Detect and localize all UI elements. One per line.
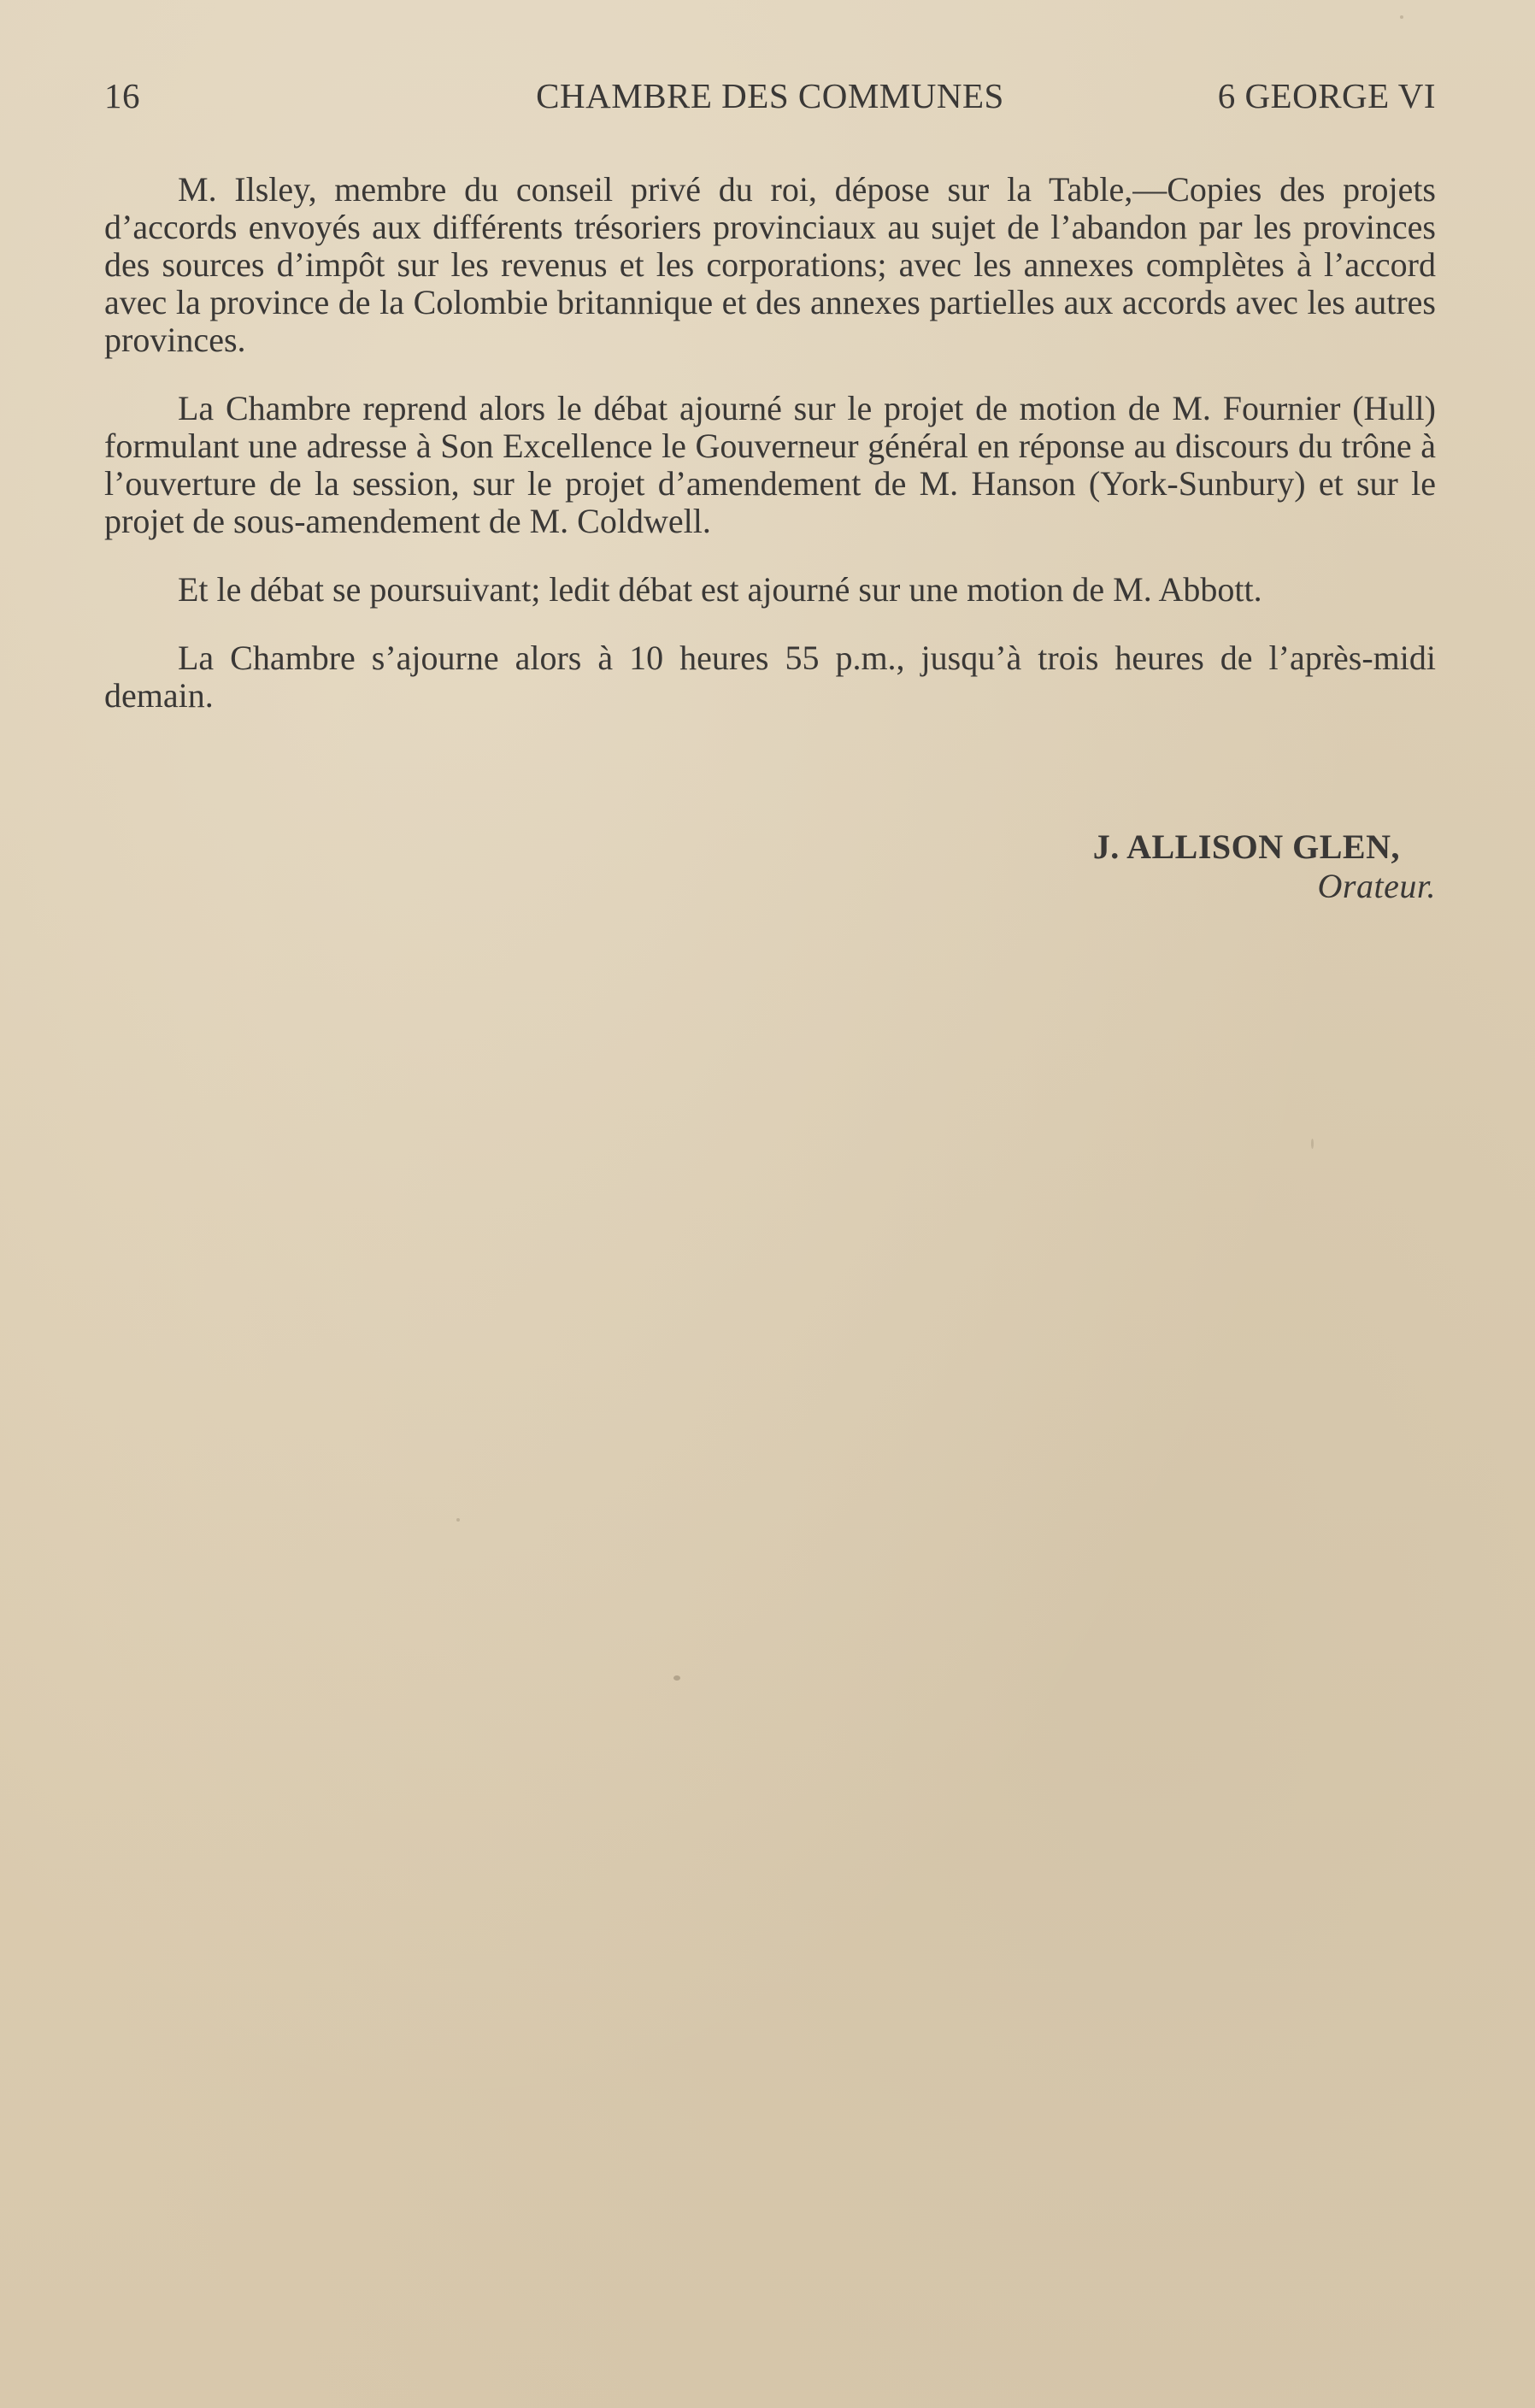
body-text	[104, 171, 1436, 715]
paper-speck	[456, 1518, 460, 1522]
paragraph-house-adjourns: La Chambre s’ajourne alors à 10 heures 55 p.m., jusqu’à trois heures de l’après-midi demain.	[104, 639, 1436, 715]
signature-block	[1093, 827, 1436, 906]
regnal-year: 6 GEORGE VI	[1217, 76, 1436, 115]
paragraph-tabling-documents: M. Ilsley, membre du conseil privé du roi, dépose sur la Table,—Copies des projets d’accords envoyés aux différents trésoriers provinciaux au sujet de l’abandon par les provinces des sources d’impôt sur les revenus et les corporations; avec les annexes complètes à l’accord avec la province de la Colombie britannique et des annexes partielles aux accords avec les autres provinces.	[104, 170, 1436, 359]
paragraph-debate-resumed: La Chambre reprend alors le débat ajourné sur le projet de motion de M. Fournier (Hull) formulant une adresse à Son Excellence le Gouverneur général en réponse au discours du trône à l’ouverture de la session, sur le projet d’amendement de M. Hanson (York-Sunbury) et sur le projet de sous-amendement de M. Coldwell.	[104, 389, 1436, 540]
speaker-name: J. ALLISON GLEN,	[1092, 827, 1400, 866]
running-title: CHAMBRE DES COMMUNES	[536, 76, 1004, 115]
paper-speck	[1311, 1139, 1314, 1149]
page-number: 16	[104, 76, 140, 115]
paper-speck	[1400, 15, 1403, 19]
page-header	[104, 75, 1436, 118]
paragraph-debate-adjourned: Et le débat se poursuivant; ledit débat est ajourné sur une motion de M. Abbott.	[178, 570, 1262, 609]
paper-speck	[673, 1675, 680, 1681]
speaker-title: Orateur.	[1317, 867, 1436, 905]
